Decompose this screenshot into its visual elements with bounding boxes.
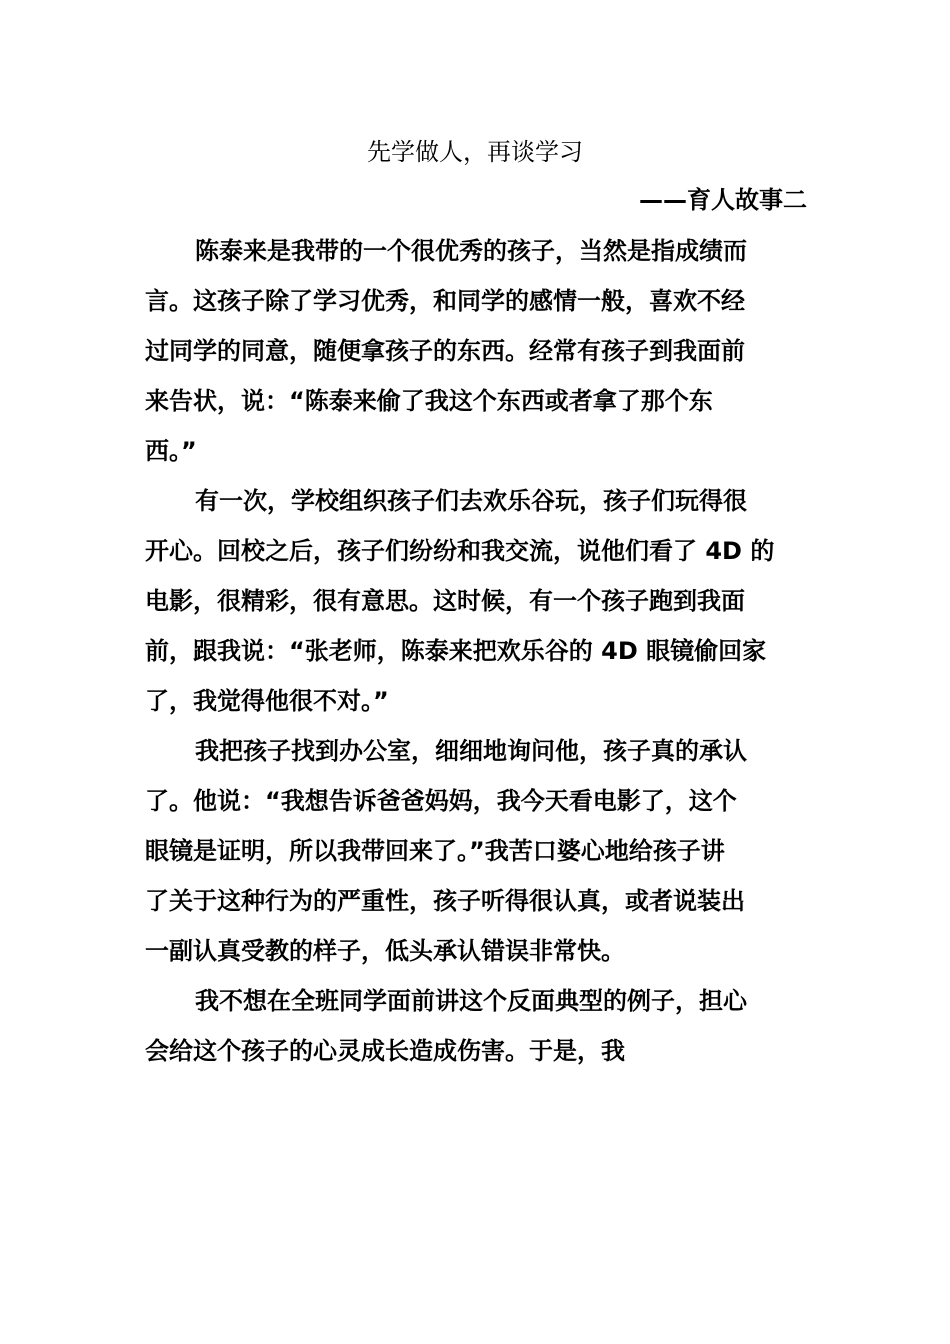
paragraph-line: 了关于这种行为的严重性，孩子听得很认真，或者说装出 — [145, 887, 745, 915]
paragraph-line: 我不想在全班同学面前讲这个反面典型的例子，担心 — [195, 987, 747, 1015]
paragraph-line: 前，跟我说：“张老师，陈泰来把欢乐谷的 4D 眼镜偷回家 — [145, 637, 767, 665]
paragraph-line: 眼镜是证明，所以我带回来了。”我苦口婆心地给孩子讲 — [145, 837, 725, 865]
paragraph-line: 有一次，学校组织孩子们去欢乐谷玩，孩子们玩得很 — [195, 487, 747, 515]
paragraph-line: 过同学的同意，随便拿孩子的东西。经常有孩子到我面前 — [145, 337, 745, 365]
paragraph-line: 了，我觉得他很不对。” — [145, 687, 389, 715]
paragraph-line: 陈泰来是我带的一个很优秀的孩子，当然是指成绩而 — [195, 237, 747, 265]
paragraph-line: 我把孩子找到办公室，细细地询问他，孩子真的承认 — [195, 737, 747, 765]
document-title: 先学做人，再谈学习 — [367, 138, 583, 166]
paragraph-line: 西。” — [145, 437, 197, 465]
paragraph-line: 言。这孩子除了学习优秀，和同学的感情一般，喜欢不经 — [145, 287, 745, 315]
paragraph-line: 了。他说：“我想告诉爸爸妈妈，我今天看电影了，这个 — [145, 787, 737, 815]
paragraph-line: 电影，很精彩，很有意思。这时候，有一个孩子跑到我面 — [145, 587, 745, 615]
paragraph-line: 会给这个孩子的心灵成长造成伤害。于是，我 — [145, 1037, 625, 1065]
document-subtitle: ——育人故事二 — [639, 186, 807, 214]
document-body — [145, 230, 807, 1080]
paragraph-line: 一副认真受教的样子，低头承认错误非常快。 — [145, 937, 625, 965]
paragraph-line: 来告状，说：“陈泰来偷了我这个东西或者拿了那个东 — [145, 387, 713, 415]
paragraph-line: 开心。回校之后，孩子们纷纷和我交流，说他们看了 4D 的 — [145, 537, 775, 565]
